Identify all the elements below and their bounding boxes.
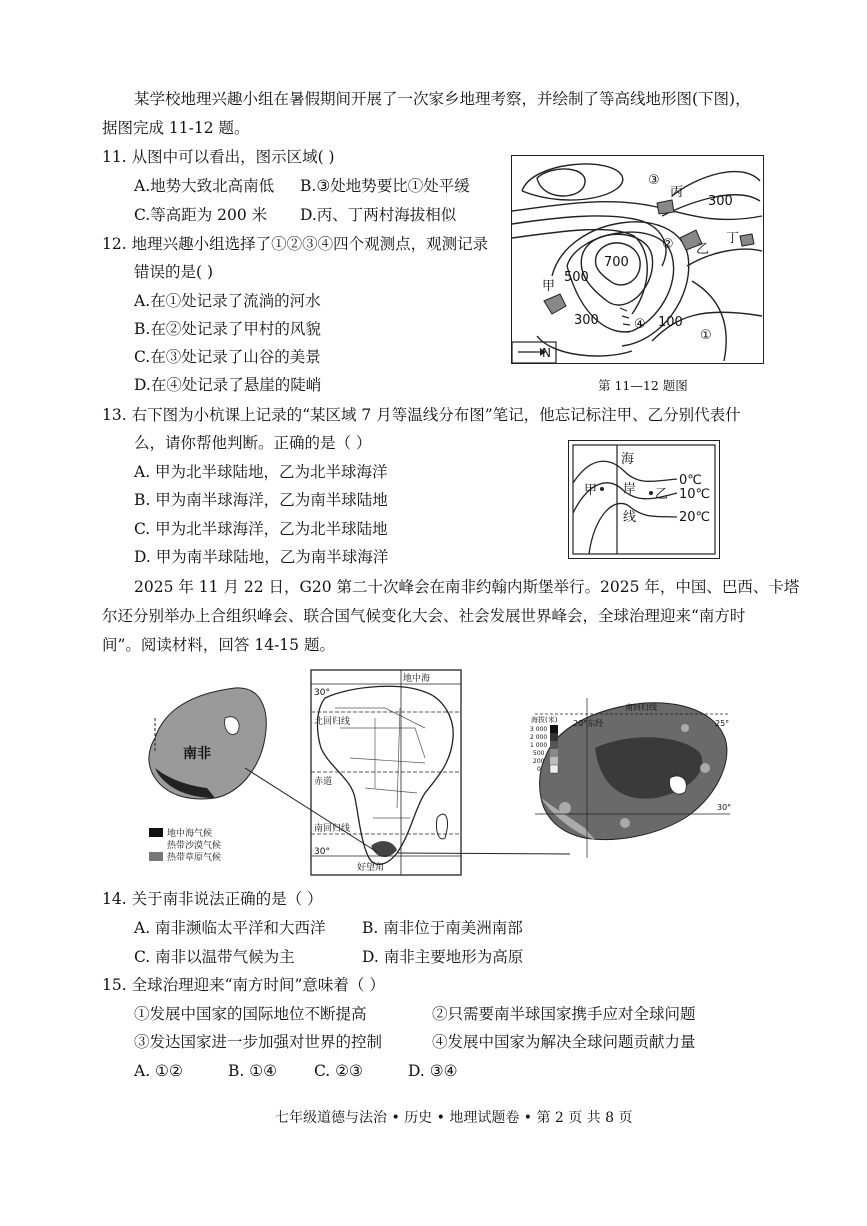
contour-label-300-right: 300: [708, 194, 733, 209]
locator-north-tropic: 北回归线: [314, 717, 351, 727]
q14-option-d: D. 南非主要地形为高原: [362, 948, 524, 966]
q15-stem: 15. 全球治理迎来“南方时间”意味着（ ）: [102, 976, 385, 994]
material-line-1: 2025 年 11 月 22 日，G20 第二十次峰会在南非约翰内斯堡举行。2025 年，中国、巴西、卡塔: [134, 578, 800, 596]
village-jia: 甲: [542, 279, 556, 294]
q13-option-a: A. 甲为北半球陆地，乙为北半球海洋: [134, 463, 388, 481]
legend-savanna: 热带草原气候: [167, 853, 222, 863]
relief-legend-1: 2 000: [530, 734, 548, 741]
relief-30: 30°: [717, 803, 732, 812]
q15-statement-1: ①发展中国家的国际地位不断提高: [134, 1005, 367, 1023]
africa-locator-map: [311, 670, 461, 875]
relief-legend-title: 海拔(米): [531, 716, 558, 724]
contour-label-500: 500: [564, 270, 589, 285]
point-4: ④: [634, 317, 646, 332]
relief-legend-4: 200: [533, 758, 545, 765]
q14-option-c: C. 南非以温带气候为主: [134, 948, 295, 966]
village-yi: 乙: [696, 242, 710, 257]
relief-legend-3: 500: [533, 750, 545, 757]
point-1: ①: [700, 328, 712, 343]
q11-stem: 11. 从图中可以看出，图示区域( ): [102, 148, 335, 166]
q15-option-b: B. ①④: [228, 1062, 278, 1080]
point-2: ②: [662, 237, 674, 252]
point-3: ③: [648, 173, 660, 188]
coast-char-xian: 线: [623, 510, 637, 525]
legend-mediterranean: 地中海气候: [167, 829, 213, 839]
q15-option-d: D. ③④: [408, 1062, 458, 1080]
south-africa-label: 南非: [183, 746, 211, 762]
q15-statement-4: ④发展中国家为解决全球问题贡献力量: [432, 1033, 696, 1051]
contour-map: [511, 155, 764, 364]
locator-30s: 30°: [314, 847, 330, 857]
q15-statement-2: ②只需要南半球国家携手应对全球问题: [432, 1005, 696, 1023]
q12-option-d: D.在④处记录了悬崖的陡峭: [134, 376, 322, 394]
page-footer: 七年级道德与法治 • 历史 • 地理试题卷 • 第 2 页 共 8 页: [275, 1110, 633, 1126]
isotherm-10c: 10℃: [679, 487, 711, 502]
q13-option-c: C. 甲为北半球海洋，乙为北半球陆地: [134, 520, 388, 538]
locator-mediterranean: 地中海: [403, 674, 431, 684]
q14-option-b: B. 南非位于南美洲南部: [362, 919, 523, 937]
coast-char-an: 岸: [623, 482, 637, 497]
south-africa-relief-map: [530, 698, 731, 858]
q14-option-a: A. 南非濒临太平洋和大西洋: [134, 919, 326, 937]
q15-option-a: A. ①②: [134, 1062, 183, 1080]
q11-option-c: C.等高距为 200 米: [134, 206, 268, 224]
q14-stem: 14. 关于南非说法正确的是（ ）: [102, 890, 323, 908]
material-line-3: 间”。阅读材料，回答 14-15 题。: [102, 636, 335, 654]
q12-stem-2: 错误的是( ): [134, 263, 214, 281]
isotherm-map: [568, 440, 720, 559]
q13-stem-2: 么，请你帮他判断。正确的是（ ）: [134, 434, 372, 452]
south-africa-climate-map: [149, 688, 266, 863]
q12-option-a: A.在①处记录了流淌的河水: [134, 292, 321, 310]
q15-option-c: C. ②③: [314, 1062, 363, 1080]
q12-option-c: C.在③处记录了山谷的美景: [134, 348, 321, 366]
q11-option-a: A.地势大致北高南低: [134, 177, 275, 195]
contour-map-caption: 第 11—12 题图: [598, 378, 688, 393]
isotherm-jia: 甲: [584, 483, 598, 498]
north-label: N: [542, 346, 551, 360]
africa-maps-figure: [125, 668, 745, 880]
locator-cape: 好望角: [357, 863, 385, 873]
isotherm-20c: 20℃: [679, 510, 711, 525]
isotherm-yi: 乙: [655, 487, 669, 502]
q11-option-d: D.丙、丁两村海拔相似: [300, 206, 457, 224]
q11-option-b: B.③处地势要比①处平缓: [300, 177, 470, 195]
isotherm-0c: 0℃: [679, 473, 702, 488]
contour-label-100: 100: [658, 315, 683, 330]
relief-25: 25°: [715, 719, 730, 728]
material-line-2: 尔还分别举办上合组织峰会、联合国气候变化大会、社会发展世界峰会，全球治理迎来“南方时: [102, 607, 746, 625]
coast-char-hai: 海: [621, 452, 635, 467]
intro-line-1: 某学校地理兴趣小组在暑假期间开展了一次家乡地理考察，并绘制了等高线地形图(下图)，: [134, 90, 751, 108]
relief-legend-2: 1 000: [530, 742, 548, 749]
village-ding: 丁: [726, 231, 740, 246]
relief-legend: [530, 715, 558, 773]
relief-south-tropic: 南回归线: [625, 703, 657, 712]
contour-label-300-left: 300: [574, 313, 599, 328]
q13-stem-1: 13. 右下图为小杭课上记录的“某区域 7 月等温线分布图”笔记，他忘记标注甲、乙分别代表什: [102, 406, 741, 424]
q13-option-d: D. 甲为南半球陆地，乙为南半球海洋: [134, 548, 389, 566]
locator-30n: 30°: [314, 688, 330, 698]
relief-legend-5: 0: [537, 766, 541, 773]
relief-20e: 20°东经: [573, 719, 604, 728]
q12-option-b: B.在②处记录了甲村的风貌: [134, 320, 321, 338]
contour-label-700: 700: [604, 255, 629, 270]
q13-option-b: B. 甲为南半球海洋，乙为南半球陆地: [134, 491, 388, 509]
intro-line-2: 据图完成 11-12 题。: [102, 119, 250, 137]
locator-equator: 赤道: [314, 777, 333, 787]
relief-legend-0: 3 000: [530, 726, 548, 733]
village-bing: 丙: [670, 185, 684, 200]
q12-stem-1: 12. 地理兴趣小组选择了①②③④四个观测点，观测记录: [102, 235, 489, 253]
locator-south-tropic: 南回归线: [314, 824, 351, 834]
legend-desert: 热带沙漠气候: [167, 841, 222, 851]
q15-statement-3: ③发达国家进一步加强对世界的控制: [134, 1033, 383, 1051]
